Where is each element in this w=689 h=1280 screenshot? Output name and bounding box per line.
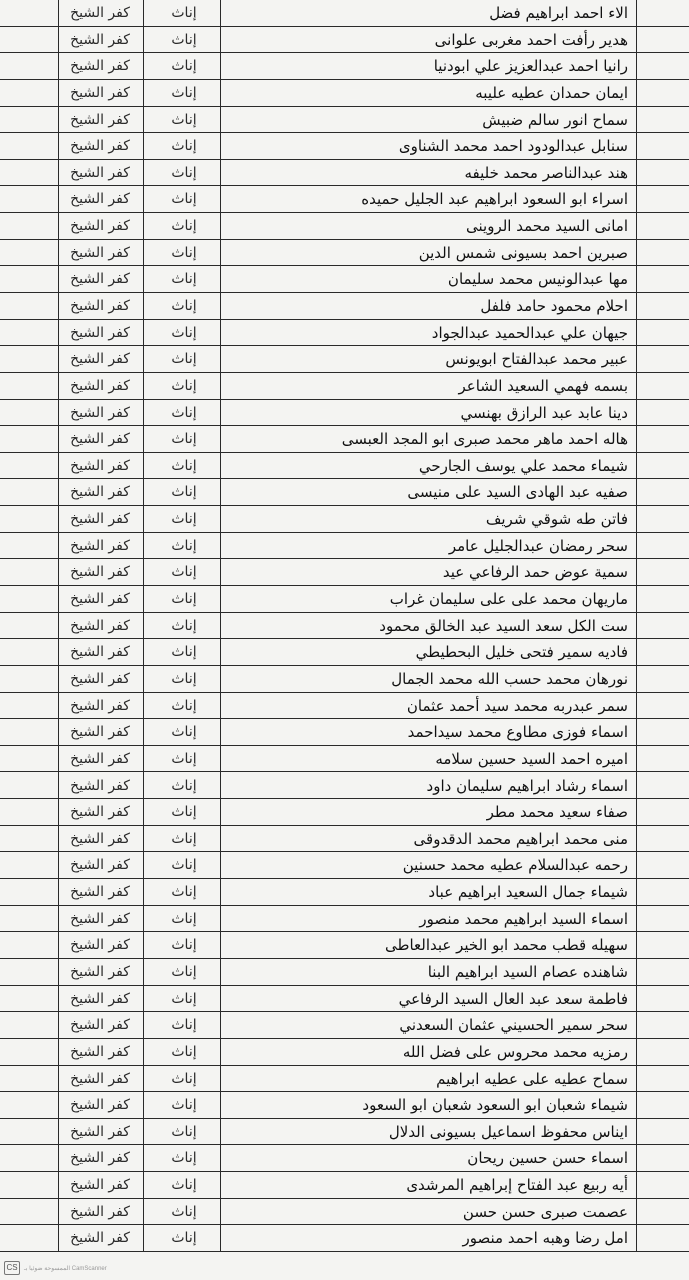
- cell-gender: إناث: [171, 244, 197, 261]
- cell-blank: [637, 266, 689, 292]
- table-row: [0, 666, 689, 693]
- table-row: [0, 613, 689, 640]
- cell-blank: [637, 639, 689, 665]
- cell-governorate: كفر الشيخ: [70, 830, 130, 847]
- cell-blank: [637, 1199, 689, 1225]
- cell-blank: [637, 586, 689, 612]
- cell-blank: [637, 613, 689, 639]
- cell-governorate: كفر الشيخ: [70, 431, 130, 448]
- cell-governorate: كفر الشيخ: [70, 537, 130, 554]
- table-row: [0, 586, 689, 613]
- cell-gender: إناث: [171, 484, 197, 501]
- cell-gender: إناث: [171, 5, 197, 21]
- cell-name: امل رضا وهبه احمد منصور: [462, 1229, 628, 1248]
- table-row: [0, 932, 689, 959]
- table-row: [0, 27, 689, 54]
- table-row: [0, 1225, 689, 1252]
- cell-name: صفاء سعيد محمد مطر: [486, 803, 628, 822]
- cell-gender: إناث: [171, 298, 197, 315]
- cell-name: ايناس محفوظ اسماعيل بسيونى الدلال: [388, 1122, 628, 1141]
- table-row: [0, 879, 689, 906]
- column-divider: [636, 0, 637, 1252]
- column-divider: [220, 0, 221, 1252]
- cell-name: اسماء فوزى مطاوع محمد سيداحمد: [407, 723, 628, 742]
- table-row: [0, 746, 689, 773]
- cell-gender: إناث: [171, 324, 197, 341]
- cell-name: سهيله قطب محمد ابو الخير عبدالعاطى: [385, 936, 628, 955]
- cell-blank: [637, 1225, 689, 1251]
- cell-name: صفيه عبد الهادى السيد على منيسى: [407, 483, 628, 502]
- cell-governorate: كفر الشيخ: [70, 271, 130, 288]
- table-row: [0, 293, 689, 320]
- cell-name: أيه ربيع عبد الفتاح إبراهيم المرشدى: [406, 1176, 628, 1195]
- table-row: [0, 107, 689, 134]
- cell-governorate: كفر الشيخ: [70, 1123, 130, 1140]
- cell-blank: [637, 1066, 689, 1092]
- cell-governorate: كفر الشيخ: [70, 191, 130, 208]
- cell-name: احلام محمود حامد فلفل: [480, 297, 628, 316]
- cell-name: رمزيه محمد محروس على فضل الله: [402, 1042, 628, 1061]
- cell-blank: [637, 932, 689, 958]
- cell-name: سماح انور سالم ضبيش: [482, 110, 628, 129]
- cell-governorate: كفر الشيخ: [70, 377, 130, 394]
- cell-governorate: كفر الشيخ: [70, 404, 130, 421]
- cell-gender: إناث: [171, 1017, 197, 1034]
- table-row: [0, 1012, 689, 1039]
- column-divider: [58, 0, 59, 1252]
- cell-governorate: كفر الشيخ: [70, 617, 130, 634]
- cell-gender: إناث: [171, 377, 197, 394]
- cell-name: اسماء السيد ابراهيم محمد منصور: [419, 909, 628, 928]
- cell-blank: [637, 879, 689, 905]
- cell-governorate: كفر الشيخ: [70, 857, 130, 874]
- cell-gender: إناث: [171, 31, 197, 48]
- cell-name: اسماء حسن حسين ريحان: [467, 1149, 628, 1168]
- cell-blank: [637, 533, 689, 559]
- cell-name: امانى السيد محمد الروينى: [466, 217, 628, 236]
- cell-blank: [637, 53, 689, 79]
- cell-name: بسمه فهمي السعيد الشاعر: [458, 376, 628, 395]
- cell-gender: إناث: [171, 1150, 197, 1167]
- table-row: [0, 160, 689, 187]
- table-row: [0, 773, 689, 800]
- cell-gender: إناث: [171, 644, 197, 661]
- cell-blank: [637, 400, 689, 426]
- cell-gender: إناث: [171, 857, 197, 874]
- cell-gender: إناث: [171, 1230, 197, 1247]
- column-divider: [143, 0, 144, 1252]
- cell-governorate: كفر الشيخ: [70, 884, 130, 901]
- cell-governorate: كفر الشيخ: [70, 1203, 130, 1220]
- cell-gender: إناث: [171, 191, 197, 208]
- cell-name: هند عبدالناصر محمد خليفه: [464, 163, 628, 182]
- cell-name: منى محمد ابراهيم محمد الدقدوقى: [413, 829, 628, 848]
- cell-gender: إناث: [171, 910, 197, 927]
- cell-blank: [637, 107, 689, 133]
- cell-blank: [637, 693, 689, 719]
- cell-name: سنابل عبدالودود احمد محمد الشناوى: [398, 137, 628, 156]
- cell-gender: إناث: [171, 1043, 197, 1060]
- cell-governorate: كفر الشيخ: [70, 244, 130, 261]
- cell-name: شاهنده عصام السيد ابراهيم البنا: [427, 962, 628, 981]
- table-row: [0, 80, 689, 107]
- cell-gender: إناث: [171, 670, 197, 687]
- table-row: [0, 852, 689, 879]
- table-row: [0, 400, 689, 427]
- cell-blank: [637, 719, 689, 745]
- cell-name: نورهان محمد حسب الله محمد الجمال: [391, 669, 628, 688]
- cell-blank: [637, 346, 689, 372]
- cell-gender: إناث: [171, 1203, 197, 1220]
- table-row: [0, 639, 689, 666]
- cell-blank: [637, 666, 689, 692]
- table-row: [0, 1066, 689, 1093]
- camscanner-icon: CS: [4, 1261, 20, 1275]
- cell-gender: إناث: [171, 271, 197, 288]
- cell-governorate: كفر الشيخ: [70, 1070, 130, 1087]
- cell-blank: [637, 0, 689, 26]
- table-row: [0, 506, 689, 533]
- cell-name: رانيا احمد عبدالعزيز علي ابودنيا: [433, 57, 628, 76]
- cell-blank: [637, 1012, 689, 1038]
- cell-governorate: كفر الشيخ: [70, 564, 130, 581]
- cell-gender: إناث: [171, 218, 197, 235]
- cell-gender: إناث: [171, 724, 197, 741]
- table-row: [0, 1039, 689, 1066]
- cell-name: هدير رأفت احمد مغربى علوانى: [434, 30, 628, 49]
- cell-name: ايمان حمدان عطيه عليبه: [475, 83, 628, 102]
- cell-name: شيماء شعبان ابو السعود شعبان ابو السعود: [362, 1096, 628, 1115]
- cell-blank: [637, 746, 689, 772]
- table-row: [0, 1145, 689, 1172]
- cell-governorate: كفر الشيخ: [70, 990, 130, 1007]
- cell-gender: إناث: [171, 1070, 197, 1087]
- cell-blank: [637, 1039, 689, 1065]
- cell-name: رحمه عبدالسلام عطيه محمد حسنين: [402, 856, 628, 875]
- cell-gender: إناث: [171, 1097, 197, 1114]
- table-row: [0, 346, 689, 373]
- cell-gender: إناث: [171, 1177, 197, 1194]
- cell-name: مها عبدالونيس محمد سليمان: [447, 270, 628, 289]
- cell-name: فاطمة سعد عبد العال السيد الرفاعي: [398, 989, 628, 1008]
- cell-name: سحر سمير الحسيني عثمان السعدني: [399, 1016, 628, 1035]
- table-row: [0, 53, 689, 80]
- cell-governorate: كفر الشيخ: [70, 111, 130, 128]
- cell-governorate: كفر الشيخ: [70, 963, 130, 980]
- cell-name: اسراء ابو السعود ابراهيم عبد الجليل حميده: [361, 190, 628, 209]
- cell-gender: إناث: [171, 164, 197, 181]
- cell-governorate: كفر الشيخ: [70, 31, 130, 48]
- cell-blank: [637, 160, 689, 186]
- cell-name: فاتن طه شوقي شريف: [485, 510, 628, 529]
- cell-blank: [637, 1145, 689, 1171]
- cell-gender: إناث: [171, 750, 197, 767]
- cell-governorate: كفر الشيخ: [70, 697, 130, 714]
- cell-governorate: كفر الشيخ: [70, 511, 130, 528]
- table-row: [0, 266, 689, 293]
- cell-governorate: كفر الشيخ: [70, 1017, 130, 1034]
- table-row: [0, 320, 689, 347]
- table-row: [0, 479, 689, 506]
- cell-blank: [637, 80, 689, 106]
- cell-blank: [637, 320, 689, 346]
- cell-name: سمية عوض حمد الرفاعي عيد: [442, 563, 628, 582]
- cell-name: هاله احمد ماهر محمد صبرى ابو المجد العبسى: [341, 430, 628, 449]
- cell-gender: إناث: [171, 431, 197, 448]
- cell-gender: إناث: [171, 617, 197, 634]
- table-row: [0, 959, 689, 986]
- cell-blank: [637, 906, 689, 932]
- cell-blank: [637, 186, 689, 212]
- cell-gender: إناث: [171, 457, 197, 474]
- cell-blank: [637, 826, 689, 852]
- table-row: [0, 453, 689, 480]
- table-row: [0, 1172, 689, 1199]
- cell-name: دينا عابد عبد الرازق بهنسي: [460, 403, 628, 422]
- table-row: [0, 426, 689, 453]
- table-row: [0, 559, 689, 586]
- cell-governorate: كفر الشيخ: [70, 910, 130, 927]
- cell-governorate: كفر الشيخ: [70, 1097, 130, 1114]
- cell-name: شيماء جمال السعيد ابراهيم عباد: [428, 883, 628, 902]
- cell-governorate: كفر الشيخ: [70, 777, 130, 794]
- cell-blank: [637, 986, 689, 1012]
- cell-name: شيماء محمد علي يوسف الجارحي: [418, 456, 628, 475]
- cell-governorate: كفر الشيخ: [70, 58, 130, 75]
- watermark-text: CamScanner الممسوحة ضوئيا بـ: [24, 1265, 107, 1272]
- cell-name: ماريهان محمد على على سليمان غراب: [389, 590, 628, 609]
- cell-governorate: كفر الشيخ: [70, 218, 130, 235]
- cell-governorate: كفر الشيخ: [70, 324, 130, 341]
- cell-name: ست الكل سعد السيد عبد الخالق محمود: [379, 616, 628, 635]
- cell-gender: إناث: [171, 990, 197, 1007]
- cell-governorate: كفر الشيخ: [70, 804, 130, 821]
- cell-blank: [637, 479, 689, 505]
- cell-gender: إناث: [171, 777, 197, 794]
- table-row: [0, 693, 689, 720]
- table-row: [0, 533, 689, 560]
- cell-governorate: كفر الشيخ: [70, 457, 130, 474]
- cell-gender: إناث: [171, 111, 197, 128]
- cell-name: سمر عبدربه محمد سيد أحمد عثمان: [406, 696, 628, 715]
- cell-blank: [637, 453, 689, 479]
- cell-blank: [637, 959, 689, 985]
- cell-name: جيهان علي عبدالحميد عبدالجواد: [431, 323, 628, 342]
- table-row: [0, 0, 689, 27]
- table-row: [0, 906, 689, 933]
- cell-gender: إناث: [171, 697, 197, 714]
- table-row: [0, 986, 689, 1013]
- table-row: [0, 133, 689, 160]
- cell-governorate: كفر الشيخ: [70, 484, 130, 501]
- cell-governorate: كفر الشيخ: [70, 164, 130, 181]
- cell-blank: [637, 1119, 689, 1145]
- cell-gender: إناث: [171, 84, 197, 101]
- cell-gender: إناث: [171, 830, 197, 847]
- table-row: [0, 826, 689, 853]
- cell-blank: [637, 852, 689, 878]
- cell-blank: [637, 27, 689, 53]
- cell-governorate: كفر الشيخ: [70, 644, 130, 661]
- cell-gender: إناث: [171, 1123, 197, 1140]
- cell-blank: [637, 559, 689, 585]
- cell-governorate: كفر الشيخ: [70, 937, 130, 954]
- cell-governorate: كفر الشيخ: [70, 351, 130, 368]
- cell-name: عبير محمد عبدالفتاح ابويونس: [445, 350, 628, 369]
- cell-name: عصمت صبرى حسن حسن: [462, 1202, 628, 1221]
- cell-governorate: كفر الشيخ: [70, 591, 130, 608]
- cell-governorate: كفر الشيخ: [70, 1230, 130, 1247]
- cell-gender: إناث: [171, 591, 197, 608]
- cell-governorate: كفر الشيخ: [70, 1177, 130, 1194]
- cell-blank: [637, 773, 689, 799]
- cell-gender: إناث: [171, 351, 197, 368]
- cell-name: الاء احمد ابراهيم فضل: [489, 4, 628, 22]
- cell-governorate: كفر الشيخ: [70, 750, 130, 767]
- cell-name: صبرين احمد بسيونى شمس الدين: [418, 243, 628, 262]
- cell-gender: إناث: [171, 804, 197, 821]
- cell-gender: إناث: [171, 404, 197, 421]
- cell-blank: [637, 373, 689, 399]
- cell-blank: [637, 506, 689, 532]
- cell-governorate: كفر الشيخ: [70, 5, 130, 21]
- cell-name: اميره احمد السيد حسين سلامه: [435, 749, 628, 768]
- cell-governorate: كفر الشيخ: [70, 1043, 130, 1060]
- cell-governorate: كفر الشيخ: [70, 724, 130, 741]
- cell-name: فاديه سمير فتحى خليل البحطيطي: [415, 643, 628, 662]
- scanner-watermark: [0, 1260, 204, 1276]
- table-row: [0, 1119, 689, 1146]
- cell-gender: إناث: [171, 511, 197, 528]
- cell-blank: [637, 240, 689, 266]
- cell-blank: [637, 1092, 689, 1118]
- cell-governorate: كفر الشيخ: [70, 670, 130, 687]
- cell-gender: إناث: [171, 963, 197, 980]
- cell-blank: [637, 133, 689, 159]
- cell-governorate: كفر الشيخ: [70, 84, 130, 101]
- cell-blank: [637, 799, 689, 825]
- cell-governorate: كفر الشيخ: [70, 138, 130, 155]
- cell-governorate: كفر الشيخ: [70, 1150, 130, 1167]
- table-row: [0, 240, 689, 267]
- table-row: [0, 719, 689, 746]
- cell-gender: إناث: [171, 937, 197, 954]
- cell-name: سماح عطيه على عطيه ابراهيم: [436, 1069, 628, 1088]
- cell-gender: إناث: [171, 138, 197, 155]
- cell-blank: [637, 213, 689, 239]
- cell-name: اسماء رشاد ابراهيم سليمان داود: [426, 776, 628, 795]
- cell-blank: [637, 1172, 689, 1198]
- cell-governorate: كفر الشيخ: [70, 298, 130, 315]
- table-row: [0, 1199, 689, 1226]
- cell-blank: [637, 426, 689, 452]
- cell-gender: إناث: [171, 564, 197, 581]
- table-row: [0, 213, 689, 240]
- cell-gender: إناث: [171, 537, 197, 554]
- cell-gender: إناث: [171, 58, 197, 75]
- table-row: [0, 1092, 689, 1119]
- table-row: [0, 799, 689, 826]
- cell-name: سحر رمضان عبدالجليل عامر: [448, 536, 628, 555]
- cell-gender: إناث: [171, 884, 197, 901]
- table-row: [0, 186, 689, 213]
- cell-blank: [637, 293, 689, 319]
- table-row: [0, 373, 689, 400]
